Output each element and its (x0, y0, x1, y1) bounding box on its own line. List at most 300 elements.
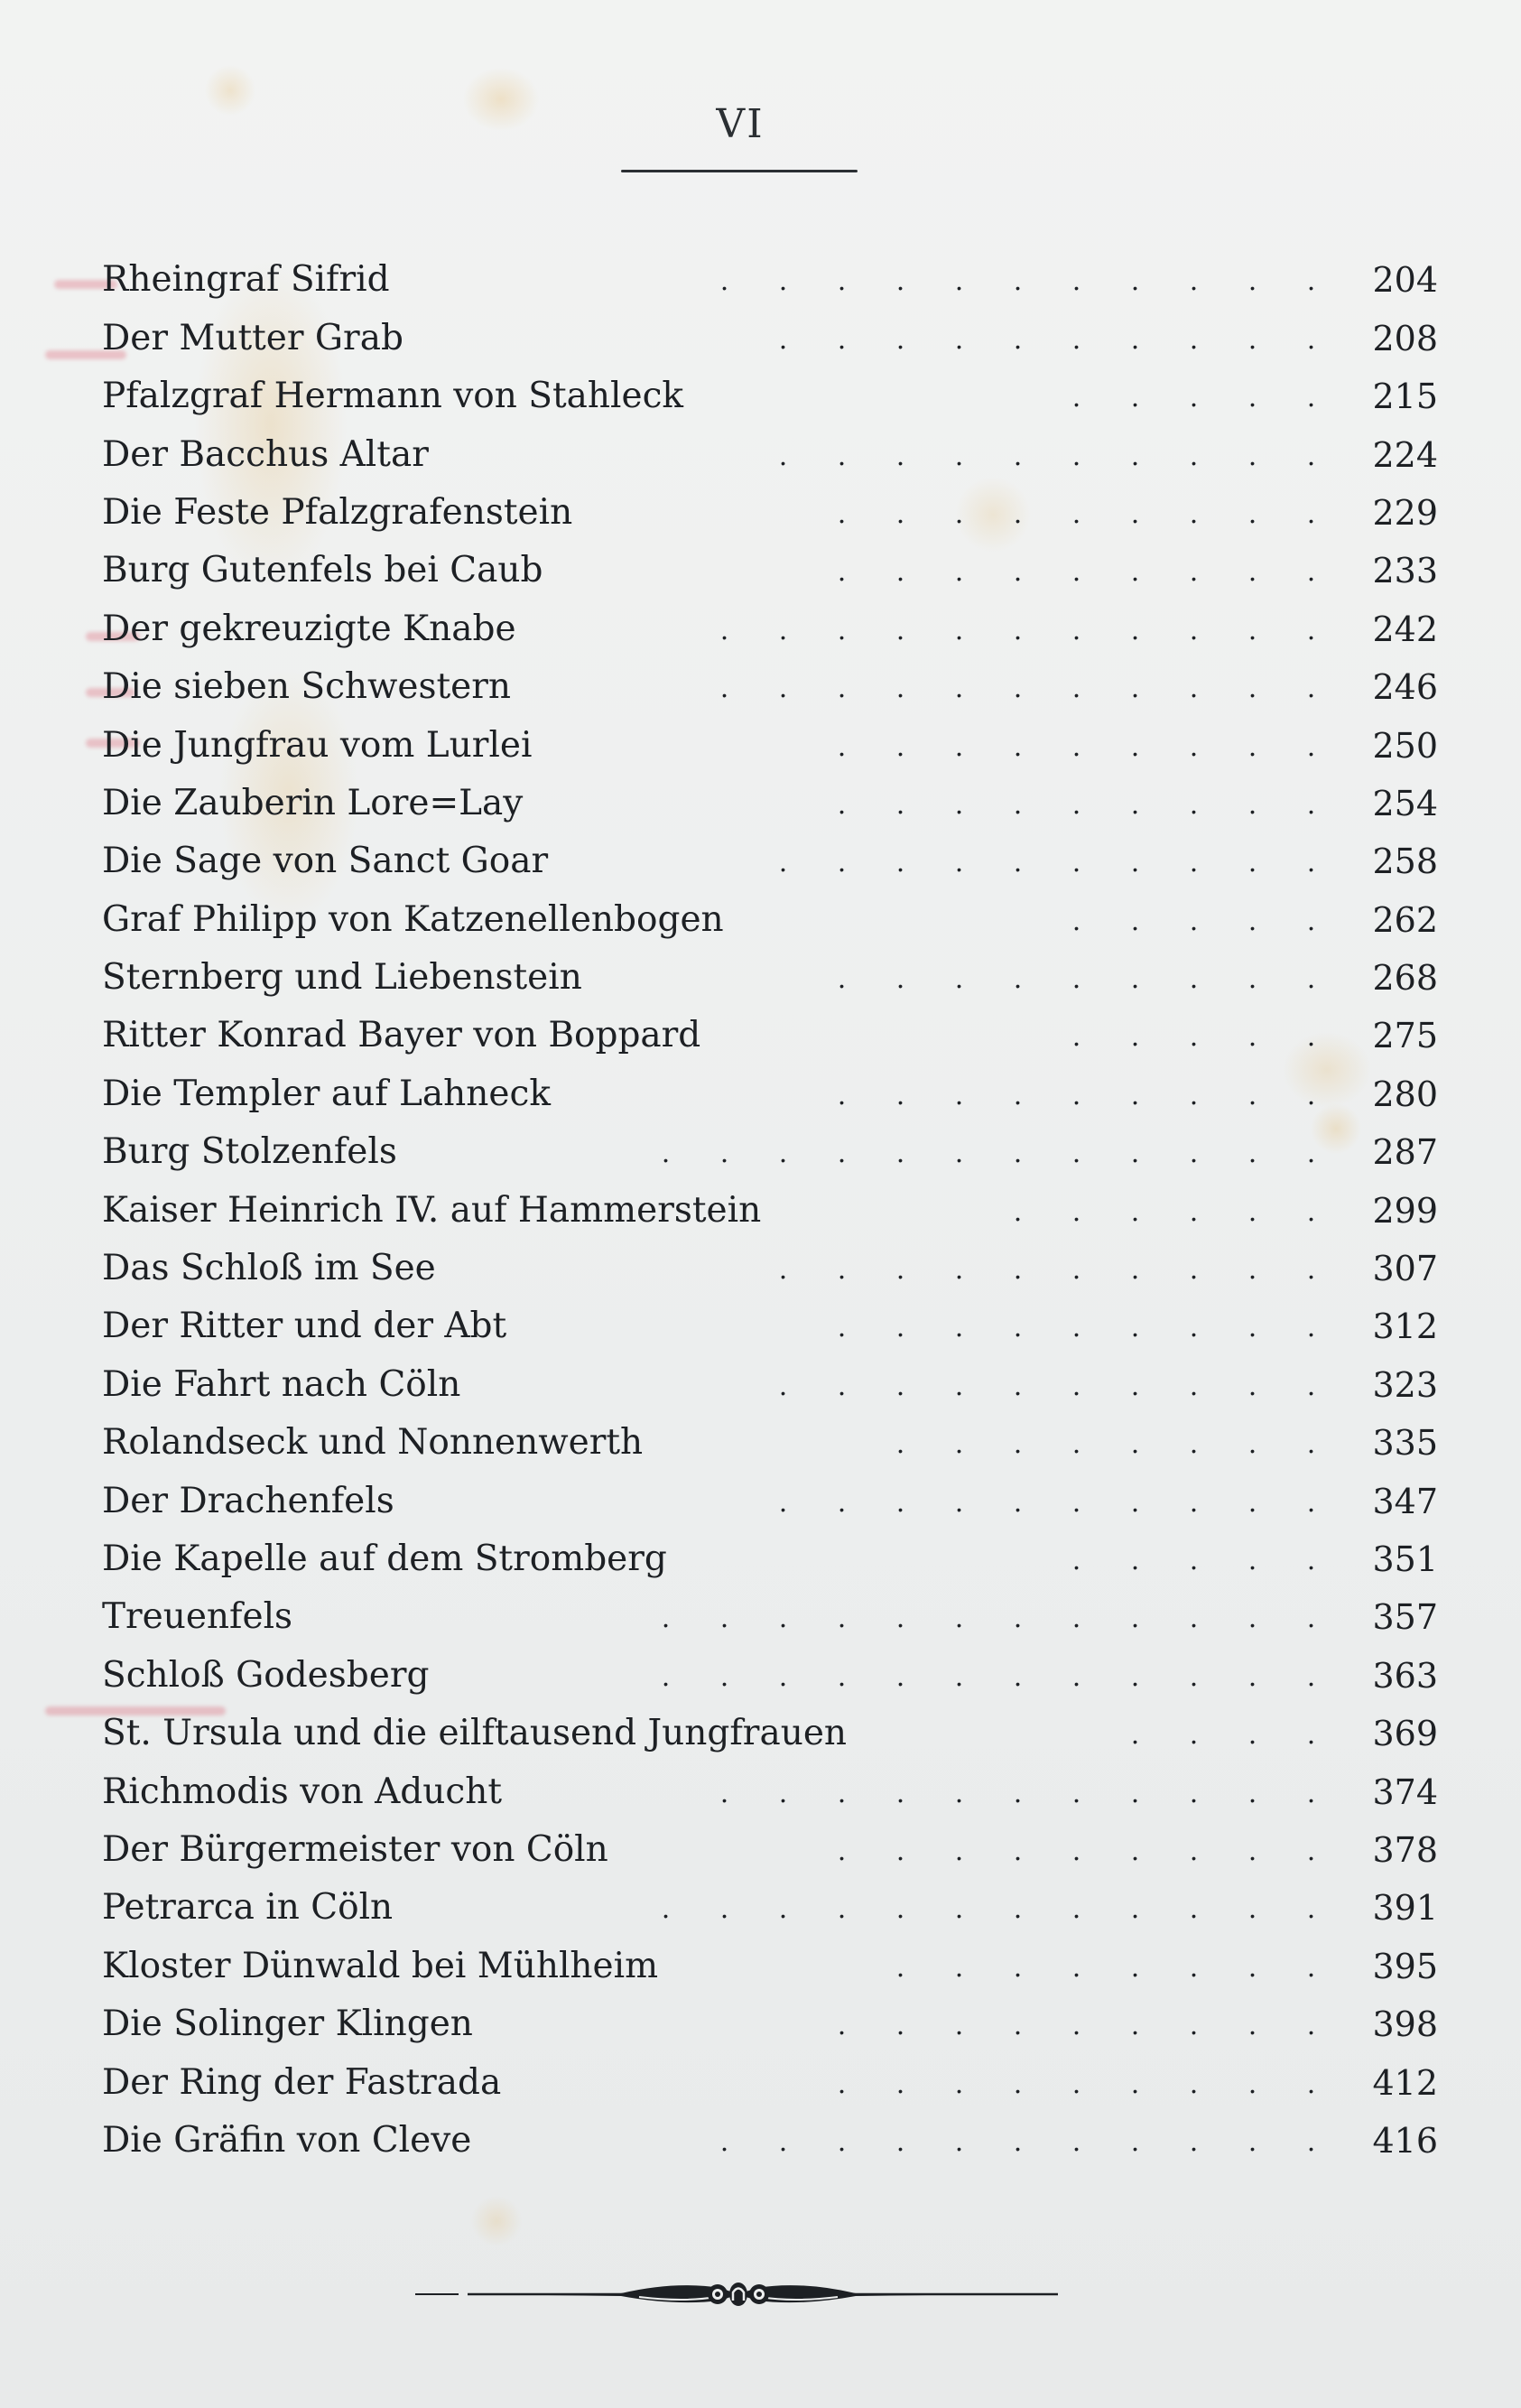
leader-dot: . (1013, 2068, 1023, 2100)
leader-dot: . (1130, 1021, 1140, 1054)
leader-dot: . (1247, 497, 1257, 530)
dot-leader (555, 838, 1357, 885)
leader-dot: . (1130, 1893, 1140, 1926)
dot-leader (550, 547, 1357, 594)
leader-dot: . (1130, 673, 1140, 705)
leader-dot: . (1306, 1195, 1316, 1228)
toc-entry-page: 398 (1372, 2004, 1438, 2045)
toc-entry-title: Petrarca in Cöln (102, 1887, 394, 1929)
leader-dot: . (895, 1603, 905, 1635)
leader-dot: . (1013, 1603, 1023, 1635)
dot-leader (768, 1187, 1357, 1234)
leader-dot: . (954, 730, 964, 763)
leader-dot: . (1013, 730, 1023, 763)
toc-entry-page: 250 (1372, 725, 1438, 766)
leader-dot: . (954, 265, 964, 298)
leader-dot: . (1247, 1370, 1257, 1402)
dot-leader (580, 489, 1357, 536)
leader-dot: . (1071, 614, 1081, 646)
leader-dot: . (1306, 905, 1316, 937)
leader-dot: . (954, 1777, 964, 1809)
leader-dot: . (1189, 1254, 1199, 1287)
toc-entry-page: 299 (1372, 1190, 1438, 1231)
leader-dot: . (1306, 1021, 1316, 1054)
leader-dot: . (1247, 440, 1257, 472)
toc-entry[interactable] (102, 769, 1438, 827)
leader-dot: . (895, 1893, 905, 1926)
leader-dot: . (1071, 1312, 1081, 1344)
toc-entry-title: Richmodis von Aducht (102, 1771, 503, 1812)
dot-leader (539, 722, 1357, 769)
toc-entry-title: Kloster Dünwald bei Mühlheim (102, 1945, 659, 1986)
leader-dot: . (837, 673, 847, 705)
table-of-contents (102, 246, 1438, 2164)
toc-entry[interactable] (102, 246, 1438, 303)
toc-entry-title: Die Sage von Sanct Goar (102, 841, 549, 882)
leader-dot: . (661, 1138, 671, 1170)
toc-entry[interactable] (102, 420, 1438, 478)
leader-dot: . (1189, 323, 1199, 356)
toc-entry[interactable] (102, 1350, 1438, 1408)
toc-entry[interactable] (102, 303, 1438, 361)
leader-dot: . (837, 1777, 847, 1809)
leader-dot: . (1189, 847, 1199, 879)
leader-dot: . (837, 1893, 847, 1926)
leader-dot: . (954, 1138, 964, 1170)
leader-dot: . (895, 1660, 905, 1693)
leader-dot: . (778, 614, 788, 646)
leader-dot: . (1130, 2068, 1140, 2100)
dot-leader (650, 1419, 1357, 1466)
leader-dot: . (954, 1370, 964, 1402)
leader-dot: . (1071, 1835, 1081, 1867)
dot-leader (411, 315, 1357, 362)
leader-dot: . (954, 2125, 964, 2158)
dot-leader (589, 954, 1357, 1001)
leader-dot: . (1013, 1951, 1023, 1984)
leader-dot: . (1306, 556, 1316, 589)
toc-entry-title: Die Templer auf Lahneck (102, 1073, 551, 1114)
leader-dot: . (1306, 788, 1316, 821)
toc-entry-title: Sternberg und Liebenstein (102, 957, 582, 999)
leader-dot: . (837, 614, 847, 646)
leader-dot: . (954, 1660, 964, 1693)
leader-dot: . (1130, 1079, 1140, 1111)
leader-dot: . (1306, 497, 1316, 530)
leader-dot: . (778, 1486, 788, 1519)
leader-dot: . (1306, 1544, 1316, 1576)
leader-dot: . (1013, 1893, 1023, 1926)
leader-dot: . (1306, 614, 1316, 646)
toc-entry-title: St. Ursula und die eilftausend Jungfrauen (102, 1713, 848, 1754)
leader-dot: . (837, 323, 847, 356)
leader-dot: . (1306, 2010, 1316, 2042)
dot-leader (397, 256, 1357, 303)
leader-dot: . (954, 1254, 964, 1287)
dot-leader (691, 373, 1357, 420)
toc-entry[interactable] (102, 885, 1438, 943)
toc-entry-title: Die Fahrt nach Cöln (102, 1363, 461, 1405)
toc-entry[interactable] (102, 1990, 1438, 2048)
leader-dot: . (661, 1893, 671, 1926)
toc-entry[interactable] (102, 479, 1438, 536)
leader-dot: . (1189, 1021, 1199, 1054)
leader-dot: . (954, 963, 964, 996)
leader-dot: . (954, 614, 964, 646)
leader-dot: . (895, 673, 905, 705)
leader-dot: . (1130, 1544, 1140, 1576)
toc-entry-page: 335 (1372, 1423, 1438, 1464)
leader-dot: . (1306, 1603, 1316, 1635)
leader-dot: . (895, 730, 905, 763)
leader-dot: . (1306, 1428, 1316, 1461)
leader-dot: . (1013, 1660, 1023, 1693)
leader-dot: . (954, 1312, 964, 1344)
leader-dot: . (1306, 730, 1316, 763)
leader-dot: . (1306, 1719, 1316, 1752)
leader-dot: . (1247, 1312, 1257, 1344)
toc-entry-page: 347 (1372, 1481, 1438, 1521)
leader-dot: . (719, 1138, 729, 1170)
leader-dot: . (837, 265, 847, 298)
leader-dot: . (1071, 963, 1081, 996)
leader-dot: . (1247, 673, 1257, 705)
leader-dot: . (1071, 1254, 1081, 1287)
leader-dot: . (1189, 1544, 1199, 1576)
toc-entry[interactable] (102, 536, 1438, 594)
leader-dot: . (778, 1370, 788, 1402)
toc-entry-page: 280 (1372, 1074, 1438, 1114)
leader-dot: . (837, 1660, 847, 1693)
leader-dot: . (895, 788, 905, 821)
toc-entry-page: 262 (1372, 899, 1438, 940)
leader-dot: . (895, 963, 905, 996)
toc-entry[interactable] (102, 1118, 1438, 1176)
leader-dot: . (895, 497, 905, 530)
toc-entry-title: Der gekreuzigte Knabe (102, 608, 516, 649)
leader-dot: . (1247, 323, 1257, 356)
toc-entry-page: 351 (1372, 1539, 1438, 1579)
leader-dot: . (1306, 1138, 1316, 1170)
leader-dot: . (1189, 788, 1199, 821)
toc-entry-page: 258 (1372, 841, 1438, 882)
leader-dot: . (837, 1138, 847, 1170)
toc-entry[interactable] (102, 1583, 1438, 1641)
leader-dot: . (895, 1777, 905, 1809)
toc-entry[interactable] (102, 1234, 1438, 1292)
leader-dot: . (1189, 1312, 1199, 1344)
toc-entry-page: 323 (1372, 1364, 1438, 1405)
leader-dot: . (954, 847, 964, 879)
leader-dot: . (1130, 614, 1140, 646)
leader-dot: . (1189, 1835, 1199, 1867)
leader-dot: . (778, 1777, 788, 1809)
page-number: VI (716, 101, 765, 147)
leader-dot: . (1071, 1951, 1081, 1984)
leader-dot: . (1013, 1312, 1023, 1344)
leader-dot: . (778, 673, 788, 705)
toc-entry-page: 369 (1372, 1714, 1438, 1754)
toc-entry-title: Burg Gutenfels bei Caub (102, 550, 543, 591)
toc-entry[interactable] (102, 1641, 1438, 1698)
leader-dot: . (1306, 323, 1316, 356)
toc-entry-page: 208 (1372, 318, 1438, 358)
toc-entry[interactable] (102, 1466, 1438, 1524)
leader-dot: . (954, 1603, 964, 1635)
toc-entry[interactable] (102, 1873, 1438, 1931)
leader-dot: . (837, 1312, 847, 1344)
leader-dot: . (1130, 730, 1140, 763)
leader-dot: . (895, 2125, 905, 2158)
leader-dot: . (837, 2010, 847, 2042)
toc-entry-page: 374 (1372, 1771, 1438, 1812)
toc-entry[interactable] (102, 362, 1438, 420)
toc-entry-title: Die Kapelle auf dem Stromberg (102, 1538, 667, 1579)
dot-leader (854, 1710, 1357, 1757)
leader-dot: . (1306, 2125, 1316, 2158)
leader-dot: . (1130, 1254, 1140, 1287)
leader-dot: . (895, 2010, 905, 2042)
leader-dot: . (1247, 1079, 1257, 1111)
leader-dot: . (954, 497, 964, 530)
leader-dot: . (1306, 673, 1316, 705)
leader-dot: . (1071, 1544, 1081, 1576)
leader-dot: . (1071, 1777, 1081, 1809)
toc-entry[interactable] (102, 944, 1438, 1001)
leader-dot: . (1130, 1835, 1140, 1867)
leader-dot: . (778, 2125, 788, 2158)
toc-entry[interactable] (102, 1757, 1438, 1815)
leader-dot: . (1130, 323, 1140, 356)
leader-dot: . (1013, 323, 1023, 356)
leader-dot: . (1013, 497, 1023, 530)
toc-entry[interactable] (102, 1292, 1438, 1350)
toc-entry-page: 215 (1372, 377, 1438, 417)
leader-dot: . (895, 1254, 905, 1287)
leader-dot: . (1071, 1195, 1081, 1228)
leader-dot: . (1189, 1603, 1199, 1635)
leader-dot: . (895, 1138, 905, 1170)
leader-dot: . (1189, 1951, 1199, 1984)
toc-entry[interactable] (102, 2106, 1438, 2164)
leader-dot: . (1130, 556, 1140, 589)
leader-dot: . (1130, 265, 1140, 298)
leader-dot: . (837, 556, 847, 589)
leader-dot: . (1071, 847, 1081, 879)
leader-dot: . (1013, 1835, 1023, 1867)
toc-entry[interactable] (102, 711, 1438, 768)
leader-dot: . (1247, 2010, 1257, 2042)
leader-dot: . (895, 556, 905, 589)
leader-dot: . (1013, 614, 1023, 646)
dot-leader (404, 1129, 1357, 1176)
leader-dot: . (1189, 2068, 1199, 2100)
leader-dot: . (954, 1486, 964, 1519)
toc-entry[interactable] (102, 1931, 1438, 1989)
toc-entry-title: Pfalzgraf Hermann von Stahleck (102, 376, 684, 417)
toc-entry[interactable] (102, 594, 1438, 652)
toc-entry-page: 416 (1372, 2120, 1438, 2161)
toc-entry-page: 287 (1372, 1132, 1438, 1173)
leader-dot: . (1013, 1777, 1023, 1809)
leader-dot: . (954, 2010, 964, 2042)
toc-entry-title: Ritter Konrad Bayer von Boppard (102, 1015, 701, 1056)
leader-dot: . (1071, 265, 1081, 298)
leader-dot: . (837, 1254, 847, 1287)
toc-entry-page: 363 (1372, 1655, 1438, 1696)
leader-dot: . (719, 1603, 729, 1635)
leader-dot: . (1189, 730, 1199, 763)
leader-dot: . (837, 847, 847, 879)
leader-dot: . (837, 730, 847, 763)
toc-entry[interactable] (102, 1001, 1438, 1059)
toc-entry-title: Die Gräfin von Cleve (102, 2119, 472, 2161)
leader-dot: . (1247, 1486, 1257, 1519)
toc-entry[interactable] (102, 653, 1438, 711)
leader-dot: . (1013, 673, 1023, 705)
toc-entry[interactable] (102, 1059, 1438, 1117)
toc-entry[interactable] (102, 1409, 1438, 1466)
leader-dot: . (954, 440, 964, 472)
dot-leader (674, 1536, 1357, 1583)
leader-dot: . (1013, 1079, 1023, 1111)
leader-dot: . (1013, 2125, 1023, 2158)
toc-entry-title: Die Zauberin Lore=Lay (102, 782, 524, 823)
dot-leader (468, 1362, 1357, 1409)
leader-dot: . (1189, 1777, 1199, 1809)
toc-entry[interactable] (102, 1699, 1438, 1757)
leader-dot: . (837, 788, 847, 821)
leader-dot: . (1130, 788, 1140, 821)
leader-dot: . (1306, 847, 1316, 879)
leader-dot: . (1013, 1486, 1023, 1519)
toc-entry-page: 312 (1372, 1306, 1438, 1347)
leader-dot: . (1071, 730, 1081, 763)
leader-dot: . (1189, 1370, 1199, 1402)
toc-entry-title: Burg Stolzenfels (102, 1131, 397, 1173)
leader-dot: . (1013, 788, 1023, 821)
toc-entry-page: 204 (1372, 260, 1438, 301)
leader-dot: . (1247, 788, 1257, 821)
toc-entry[interactable] (102, 1525, 1438, 1583)
leader-dot: . (1071, 1079, 1081, 1111)
leader-dot: . (1306, 963, 1316, 996)
leader-dot: . (1247, 614, 1257, 646)
leader-dot: . (1189, 556, 1199, 589)
leader-dot: . (719, 1893, 729, 1926)
toc-entry-page: 395 (1372, 1946, 1438, 1986)
leader-dot: . (1306, 2068, 1316, 2100)
toc-entry-title: Rolandseck und Nonnenwerth (102, 1422, 644, 1464)
toc-entry-page: 233 (1372, 551, 1438, 591)
leader-dot: . (778, 1660, 788, 1693)
leader-dot: . (1247, 1835, 1257, 1867)
toc-entry[interactable] (102, 2048, 1438, 2106)
leader-dot: . (719, 265, 729, 298)
toc-entry[interactable] (102, 1816, 1438, 1873)
toc-entry[interactable] (102, 827, 1438, 885)
leader-dot: . (1247, 382, 1257, 414)
leader-dot: . (1071, 556, 1081, 589)
leader-dot: . (1013, 440, 1023, 472)
dot-leader (402, 1478, 1357, 1525)
toc-entry-page: 412 (1372, 2062, 1438, 2103)
leader-dot: . (1013, 1138, 1023, 1170)
leader-dot: . (1247, 1893, 1257, 1926)
toc-entry[interactable] (102, 1176, 1438, 1233)
leader-dot: . (895, 1312, 905, 1344)
leader-dot: . (1130, 2125, 1140, 2158)
leader-dot: . (1071, 2068, 1081, 2100)
leader-dot: . (954, 323, 964, 356)
toc-entry-page: 275 (1372, 1016, 1438, 1056)
leader-dot: . (1071, 905, 1081, 937)
leader-dot: . (1013, 265, 1023, 298)
leader-dot: . (895, 1486, 905, 1519)
toc-entry-page: 242 (1372, 609, 1438, 649)
leader-dot: . (1189, 1719, 1199, 1752)
toc-entry-page: 391 (1372, 1888, 1438, 1929)
toc-entry-title: Der Bürgermeister von Cöln (102, 1828, 608, 1870)
toc-entry-title: Der Ring der Fastrada (102, 2061, 502, 2103)
leader-dot: . (1306, 440, 1316, 472)
leader-dot: . (1130, 1370, 1140, 1402)
leader-dot: . (719, 614, 729, 646)
dot-leader (708, 1012, 1357, 1059)
toc-entry-page: 378 (1372, 1829, 1438, 1870)
leader-dot: . (954, 1951, 964, 1984)
dot-leader (508, 2059, 1357, 2106)
dot-leader (300, 1594, 1357, 1641)
dot-leader (530, 780, 1357, 827)
header-rule (621, 170, 858, 172)
toc-entry-page: 254 (1372, 783, 1438, 823)
leader-dot: . (895, 1835, 905, 1867)
leader-dot: . (1189, 673, 1199, 705)
leader-dot: . (778, 440, 788, 472)
leader-dot: . (1071, 497, 1081, 530)
leader-dot: . (1247, 265, 1257, 298)
leader-dot: . (1130, 1603, 1140, 1635)
leader-dot: . (895, 265, 905, 298)
leader-dot: . (661, 1603, 671, 1635)
leader-dot: . (1130, 382, 1140, 414)
leader-dot: . (1071, 1893, 1081, 1926)
leader-dot: . (954, 1079, 964, 1111)
leader-dot: . (1130, 847, 1140, 879)
toc-entry-title: Kaiser Heinrich IV. auf Hammerstein (102, 1189, 762, 1231)
leader-dot: . (719, 2125, 729, 2158)
leader-dot: . (778, 1603, 788, 1635)
toc-entry-title: Die Feste Pfalzgrafenstein (102, 491, 573, 533)
toc-entry-page: 268 (1372, 958, 1438, 999)
toc-entry-title: Der Drachenfels (102, 1480, 394, 1521)
leader-dot: . (1130, 497, 1140, 530)
leader-dot: . (1130, 1777, 1140, 1809)
leader-dot: . (1013, 1370, 1023, 1402)
dot-leader (436, 1652, 1357, 1699)
leader-dot: . (1071, 1660, 1081, 1693)
leader-dot: . (1306, 1079, 1316, 1111)
toc-entry-title: Der Mutter Grab (102, 317, 403, 358)
leader-dot: . (1306, 1486, 1316, 1519)
leader-dot: . (1071, 1370, 1081, 1402)
leader-dot: . (837, 1486, 847, 1519)
leader-dot: . (1071, 440, 1081, 472)
leader-dot: . (1306, 1893, 1316, 1926)
leader-dot: . (778, 265, 788, 298)
leader-dot: . (837, 440, 847, 472)
